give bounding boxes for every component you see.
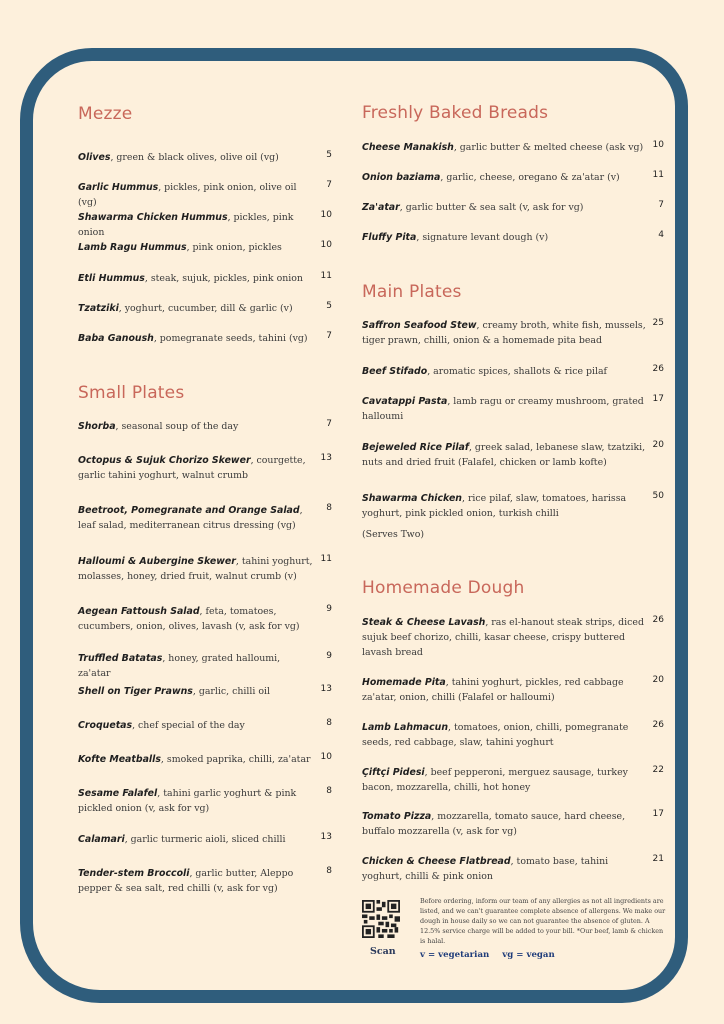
item-price: 7 [326, 180, 332, 190]
item-name: Cheese Manakish [362, 142, 454, 153]
item-price: 11 [320, 554, 332, 564]
mezze-heading: Mezze [78, 104, 133, 124]
item-name: Truffled Batatas [78, 653, 163, 664]
item-desc: , garlic butter & sea salt (v, ask for vg) [399, 202, 584, 213]
legend-vegan: vg = vegan [502, 950, 555, 960]
item-desc: , garlic, cheese, oregano & za'atar (v) [440, 172, 620, 183]
menu-item [362, 364, 668, 379]
item-name: Za'atar [362, 202, 400, 213]
menu-item [362, 854, 668, 884]
menu-item [78, 684, 336, 699]
item-desc: , beef pepperoni, merguez sausage, turkey bacon, mozzarella, chilli, hot honey [362, 767, 628, 793]
menu-item [78, 651, 336, 681]
item-price: 9 [326, 651, 332, 661]
menu-item [362, 720, 668, 750]
item-desc: , honey, grated halloumi, za'atar [78, 653, 281, 679]
item-desc: , courgette, garlic tahini yoghurt, walnut crumb [78, 455, 306, 481]
item-name: Calamari [78, 834, 125, 845]
item-name: Kofte Meatballs [78, 754, 161, 765]
item-desc: , garlic butter & melted cheese (ask vg) [453, 142, 644, 153]
item-price: 5 [326, 301, 332, 311]
item-desc: , pickles, pink onion, olive oil (vg) [78, 182, 297, 208]
menu-item [78, 786, 336, 816]
item-price: 8 [326, 786, 332, 796]
item-desc: , tomato base, tahini yoghurt, chilli & pink onion [362, 856, 609, 882]
item-name: Chicken & Cheese Flatbread [362, 856, 511, 867]
item-price: 10 [320, 752, 332, 762]
item-name: Steak & Cheese Lavash [362, 617, 486, 628]
menu-item [362, 675, 668, 705]
item-desc: , chef special of the day [132, 720, 245, 731]
legend-vegetarian: v = vegetarian [420, 950, 490, 960]
item-price: 50 [652, 491, 664, 501]
item-price: 13 [320, 832, 332, 842]
menu-item [78, 419, 336, 434]
menu-item [362, 318, 668, 348]
item-name: Baba Ganoush [78, 333, 154, 344]
item-price: 8 [326, 503, 332, 513]
item-price: 8 [326, 718, 332, 728]
item-price: 21 [652, 854, 664, 864]
item-price: 20 [652, 440, 664, 450]
menu-item [362, 170, 668, 185]
item-name: Halloumi & Aubergine Skewer [78, 556, 236, 567]
menu-item [78, 271, 336, 286]
item-name: Shawarma Chicken [362, 493, 462, 504]
item-name: Bejeweled Rice Pilaf [362, 442, 469, 453]
item-desc: , rice pilaf, slaw, tomatoes, harissa yoghurt, pink pickled onion, turkish chilli [362, 493, 627, 519]
menu-item [78, 301, 336, 316]
item-name: Fluffy Pita [362, 232, 417, 243]
item-desc: , smoked paprika, chilli, za'atar [160, 754, 311, 765]
item-desc: , tahini garlic yoghurt & pink pickled onion (v, ask for vg) [78, 788, 297, 814]
item-price: 22 [652, 765, 664, 775]
item-name: Shawarma Chicken Hummus [78, 212, 228, 223]
item-name: Tender-stem Broccoli [78, 868, 190, 879]
menu-item [362, 491, 668, 542]
diet-legend [420, 950, 565, 960]
item-name: Lamb Lahmacun [362, 722, 449, 733]
menu-item [78, 180, 336, 210]
item-price: 20 [652, 675, 664, 685]
item-price: 7 [326, 419, 332, 429]
item-name: Onion baziama [362, 172, 441, 183]
right-column [362, 0, 668, 1024]
menu-item [78, 832, 336, 847]
item-price: 26 [652, 720, 664, 730]
item-desc: , creamy broth, white fish, mussels, tiger prawn, chilli, onion & a homemade pita bead [362, 320, 646, 346]
item-desc: , lamb ragu or creamy mushroom, grated halloumi [362, 396, 644, 422]
menu-item [78, 150, 336, 165]
item-note: (Serves Two) [362, 529, 424, 540]
qr-code-icon[interactable] [362, 900, 400, 938]
item-price: 17 [652, 394, 664, 404]
item-desc: , greek salad, lebanese slaw, tzatziki, nuts and dried fruit (Falafel, chicken or lamb kofte) [362, 442, 646, 468]
item-name: Olives [78, 152, 111, 163]
item-price: 8 [326, 866, 332, 876]
item-name: Homemade Pita [362, 677, 446, 688]
menu-item [78, 240, 336, 255]
item-price: 13 [320, 453, 332, 463]
item-desc: , garlic butter, Aleppo pepper & sea salt, red chilli (v, ask for vg) [78, 868, 294, 894]
item-desc: , tahini yoghurt, pickles, red cabbage za'atar, onion, chilli (Falafel or halloumi) [362, 677, 624, 703]
allergy-notice: Before ordering, inform our team of any allergies as not all ingredients are listed, and we can't guarantee complete absence of allergens. We make our dough in house daily so we can not guarantee the absence of gluten. A 12.5% service charge will be added to your bill. *Our beef, lamb & chicken is halal. [420, 897, 666, 945]
item-name: Shell on Tiger Prawns [78, 686, 193, 697]
item-desc: , pickles, pink onion [78, 212, 294, 238]
item-desc: , garlic turmeric aioli, sliced chilli [124, 834, 286, 845]
item-name: Sesame Falafel [78, 788, 158, 799]
item-price: 13 [320, 684, 332, 694]
item-name: Garlic Hummus [78, 182, 159, 193]
item-name: Aegean Fattoush Salad [78, 606, 200, 617]
item-desc: , signature levant dough (v) [416, 232, 549, 243]
item-price: 10 [320, 240, 332, 250]
menu-item [78, 210, 336, 240]
item-desc: , green & black olives, olive oil (vg) [110, 152, 279, 163]
scan-label: Scan [370, 946, 396, 957]
item-name: Cavatappi Pasta [362, 396, 448, 407]
item-name: Çiftçi Pidesi [362, 767, 425, 778]
item-price: 9 [326, 604, 332, 614]
item-name: Croquetas [78, 720, 133, 731]
breads-heading: Freshly Baked Breads [362, 103, 549, 123]
item-name: Beef Stifado [362, 366, 428, 377]
item-desc: , seasonal soup of the day [115, 421, 239, 432]
menu-item [362, 440, 668, 470]
item-desc: , yoghurt, cucumber, dill & garlic (v) [118, 303, 293, 314]
menu-item [78, 752, 336, 767]
item-price: 5 [326, 150, 332, 160]
item-name: Etli Hummus [78, 273, 145, 284]
menu-item [78, 331, 336, 346]
menu-item [362, 615, 668, 660]
menu-item [78, 503, 336, 533]
item-desc: , pomegranate seeds, tahini (vg) [153, 333, 308, 344]
item-name: Beetroot, Pomegranate and Orange Salad [78, 505, 300, 516]
menu-item [362, 230, 668, 245]
item-desc: , tahini yoghurt, molasses, honey, dried fruit, walnut crumb (v) [78, 556, 313, 582]
menu-item [78, 554, 336, 584]
item-price: 26 [652, 615, 664, 625]
menu-footer [362, 896, 672, 966]
item-price: 4 [658, 230, 664, 240]
item-desc: , pink onion, pickles [186, 242, 282, 253]
menu-item [362, 809, 668, 839]
item-price: 11 [320, 271, 332, 281]
mains-heading: Main Plates [362, 282, 462, 302]
menu-item [78, 866, 336, 896]
item-price: 10 [320, 210, 332, 220]
item-desc: , garlic, chilli oil [192, 686, 271, 697]
menu-item [362, 765, 668, 795]
menu-item [78, 604, 336, 634]
item-desc: , ras el-hanout steak strips, diced sujuk beef chorizo, chilli, kasar cheese, crispy buttered lavash bread [362, 617, 644, 658]
dough-heading: Homemade Dough [362, 578, 525, 598]
item-price: 25 [652, 318, 664, 328]
item-desc: , leaf salad, mediterranean citrus dressing (vg) [78, 505, 303, 531]
item-price: 17 [652, 809, 664, 819]
item-desc: , tomatoes, onion, chilli, pomegranate seeds, red cabbage, slaw, tahini yoghurt [362, 722, 629, 748]
item-price: 7 [326, 331, 332, 341]
item-name: Octopus & Sujuk Chorizo Skewer [78, 455, 251, 466]
menu-item [362, 140, 668, 155]
menu-item [362, 200, 668, 215]
item-name: Saffron Seafood Stew [362, 320, 477, 331]
item-desc: , mozzarella, tomato sauce, hard cheese, buffalo mozzarella (v, ask for vg) [362, 811, 626, 837]
item-desc: , feta, tomatoes, cucumbers, onion, olives, lavash (v, ask for vg) [78, 606, 300, 632]
small-plates-heading: Small Plates [78, 383, 185, 403]
item-price: 26 [652, 364, 664, 374]
item-name: Lamb Ragu Hummus [78, 242, 187, 253]
item-desc: , steak, sujuk, pickles, pink onion [144, 273, 303, 284]
menu-item [362, 394, 668, 424]
item-price: 7 [658, 200, 664, 210]
item-name: Shorba [78, 421, 116, 432]
menu-item [78, 453, 336, 483]
menu-item [78, 718, 336, 733]
item-price: 10 [652, 140, 664, 150]
item-name: Tomato Pizza [362, 811, 432, 822]
item-desc: , aromatic spices, shallots & rice pilaf [427, 366, 608, 377]
left-column [78, 0, 336, 1024]
item-name: Tzatziki [78, 303, 119, 314]
item-price: 11 [652, 170, 664, 180]
